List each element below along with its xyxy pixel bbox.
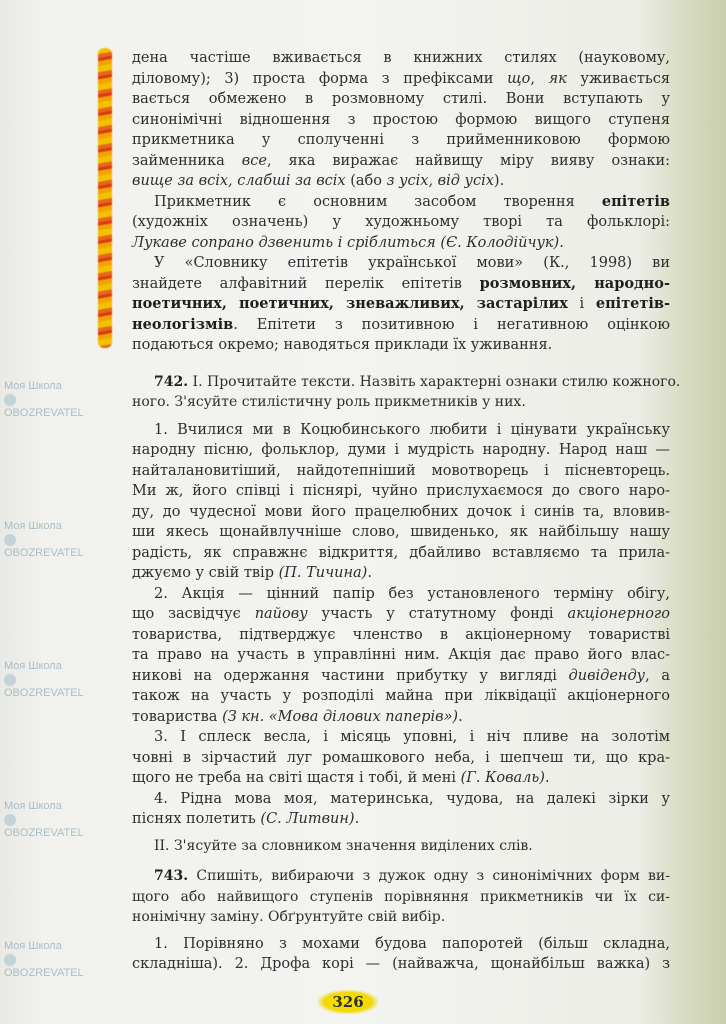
text-segment: нонімічну заміну. Обґрунтуйте свій вибір.: [132, 909, 446, 925]
watermark-brand-text: OBOZREVATEL: [4, 827, 84, 839]
bold-text: неологізмів: [132, 315, 234, 333]
exercise-742-task: [132, 372, 681, 413]
text-line: [132, 789, 670, 810]
text-line: [132, 748, 670, 769]
text-segment: складніша). 2. Дрофа корі — (найважча, щонайбільш важка) з: [132, 956, 670, 972]
text-line: [132, 69, 670, 90]
text-line: [132, 130, 670, 151]
text-segment: Прикметник є основним засобом творення: [154, 193, 602, 210]
text-segment: щого не треба на світі щастя і тобі, й мені: [132, 770, 461, 786]
text-segment: радість, як справжнє відкриття, дбайливо вставляємо та прила-: [132, 544, 670, 561]
text-segment: У «Словнику епітетів української мови» (К., 1998) ви: [154, 255, 670, 271]
text-segment: вається обмежено в розмовному стилі. Вони вступають у: [132, 91, 670, 107]
text-line: [132, 89, 670, 110]
italic-text: вище за всіх, слабші за всіх: [132, 173, 346, 189]
text-line: [132, 171, 670, 192]
italic-text: пайову: [254, 606, 308, 622]
italic-text: (С. Литвин): [260, 811, 355, 827]
text-segment: .: [367, 565, 372, 581]
text-segment: також на участь у розподілі майна при ліквідації акціонерного: [132, 688, 670, 704]
text-segment: щого або найвищого ступенів порівняння прикметників чи їх си-: [132, 888, 670, 905]
exercise-742-task-2: [132, 836, 670, 857]
text-line: [132, 151, 670, 172]
text-line: [132, 866, 670, 887]
watermark-brand-text: OBOZREVATEL: [4, 547, 84, 559]
watermark: [4, 380, 88, 420]
text-line: [132, 666, 670, 687]
text-segment: 2. Акція — цінний папір без установленого терміну обігу,: [154, 585, 670, 602]
bold-text: епітетів-: [595, 295, 670, 312]
text-segment: Спишіть, вибираючи з дужок одну з синонімічних форм ви-: [188, 868, 670, 884]
text-line: [132, 809, 670, 830]
text-line: [132, 934, 670, 955]
text-segment: займенника: [132, 152, 242, 169]
text-segment: уживається: [566, 70, 671, 87]
italic-text: (Є. Колодійчук): [435, 234, 560, 251]
text-segment: товариства, підтверджує членство в акціонерному товаристві: [132, 626, 670, 643]
text-segment: що засвідчує: [132, 606, 255, 622]
text-segment: ного. З'ясуйте стилістичну роль прикметників у них.: [132, 394, 526, 410]
watermark-brand-text: OBOZREVATEL: [4, 407, 84, 419]
text-line: [132, 625, 670, 646]
text-line: [132, 110, 670, 131]
watermark-logo-icon: [4, 534, 16, 546]
text-segment: ,: [530, 70, 549, 87]
text-segment: II. З'ясуйте за словником значення виділених слів.: [154, 837, 533, 854]
exercise-743-task: [132, 866, 670, 928]
watermark: [4, 520, 88, 560]
text-segment: ши якесь щонайвлучніше слово, швиденько, як найбільшу нашу: [132, 524, 670, 540]
italic-text: все: [241, 152, 267, 169]
page-body: [132, 48, 681, 975]
italic-text: дивіденду: [568, 667, 646, 684]
italic-text: як: [548, 70, 567, 87]
text-segment: . Епітети з позитивною і негативною оцінкою: [233, 316, 670, 333]
text-line: [132, 954, 670, 975]
text-line: [132, 48, 670, 69]
text-line: [132, 907, 670, 928]
watermark-school-text: Моя Школа: [4, 800, 62, 812]
text-line: [132, 212, 670, 233]
text-segment: 4. Рідна мова моя, материнська, чудова, на далекі зірки у: [154, 790, 670, 807]
text-segment: і: [567, 296, 596, 312]
text-line: [132, 253, 670, 274]
text-segment: І. Прочитайте тексти. Назвіть характерні ознаки стилю кожного.: [188, 373, 681, 390]
watermark-school-text: Моя Школа: [4, 520, 62, 532]
italic-text: що: [507, 70, 531, 87]
text-segment: 1. Порівняно з мохами будова папоротей (більш складна,: [154, 935, 670, 952]
text-segment: ).: [493, 173, 505, 189]
watermark-school-text: Моя Школа: [4, 940, 62, 952]
bold-text: розмовних, народно-: [479, 274, 670, 292]
bold-text: 743.: [154, 868, 189, 884]
text-line: [132, 727, 670, 748]
text-line: [132, 392, 670, 413]
text-segment: та право на участь в управлінні ним. Акція дає право його влас-: [132, 647, 670, 663]
watermark: [4, 940, 88, 980]
text-line: [132, 372, 681, 393]
text-line: [132, 440, 670, 461]
text-line: [132, 686, 670, 707]
text-segment: , а: [645, 667, 670, 684]
text-segment: синонімічні відношення з простою формою вищого ступеня: [132, 111, 670, 128]
text-segment: найталановитіший, найдотепніший мовотворець і пісневторець.: [132, 462, 670, 479]
text-segment: діловому); 3) проста форма з префіксами: [132, 70, 508, 87]
text-segment: , яка виражає найвищу міру вияву ознаки:: [266, 152, 671, 169]
bold-text: 742.: [154, 373, 189, 390]
text-segment: .: [559, 234, 564, 251]
text-segment: народну пісню, фольклор, думи і мудрість народну. Народ наш —: [132, 442, 670, 458]
text-segment: товариства: [132, 708, 223, 725]
text-segment: джуємо у свій твір: [132, 565, 279, 581]
text-segment: прикметника у сполученні з прийменниковою формою: [132, 132, 670, 148]
exercise-743-sentences: [132, 934, 670, 975]
text-line: [132, 315, 670, 336]
text-line: [132, 420, 670, 441]
watermark: [4, 660, 88, 700]
text-line: [132, 192, 670, 213]
text-segment: Ми ж, його співці і піснярі, чуйно прислухаємося до свого наро-: [132, 483, 670, 499]
text-line: [132, 836, 670, 857]
text-line: [132, 233, 670, 254]
text-line: [132, 461, 670, 482]
text-line: [132, 707, 670, 728]
text-line: [132, 768, 670, 789]
text-segment: знайдете алфавітний перелік епітетів: [132, 275, 480, 292]
text-segment: ду, до чудесної мови його працелюбних дочок і синів та, вловив-: [132, 503, 670, 520]
watermark-logo-icon: [4, 674, 16, 686]
text-segment: (художніх означень) у художньому творі та фольклорі:: [132, 214, 670, 230]
page-number: 326: [318, 990, 378, 1014]
text-line: [132, 481, 670, 502]
text-line: [132, 294, 670, 315]
text-line: [132, 335, 670, 356]
text-segment: никові на одержання частини прибутку у вигляді: [132, 667, 569, 684]
italic-text: (Г. Коваль): [460, 770, 545, 786]
italic-text: Лукаве сопрано дзвенить і сріблиться: [132, 234, 436, 251]
text-segment: 3. І сплеск весла, і місяць уповні, і ніч пливе на золотім: [154, 729, 670, 745]
exercise-742-texts: [132, 420, 670, 830]
text-segment: (або: [345, 173, 387, 189]
italic-text: з усіх, від усіх: [386, 173, 494, 189]
text-segment: .: [458, 708, 463, 725]
watermark-logo-icon: [4, 394, 16, 406]
bold-text: поетичних, поетичних, зневажливих, застарілих: [132, 295, 568, 312]
text-line: [132, 584, 670, 605]
theory-paragraphs: [132, 48, 670, 356]
text-line: [132, 645, 670, 666]
text-segment: дена частіше вживається в книжних стилях (науковому,: [132, 50, 670, 66]
text-segment: піснях полетить: [132, 811, 261, 827]
watermark-brand-text: OBOZREVATEL: [4, 967, 84, 979]
text-line: [132, 522, 670, 543]
watermark-logo-icon: [4, 954, 16, 966]
italic-text: акціонерного: [567, 606, 670, 622]
text-segment: човні в зірчастий луг ромашкового неба, і шепчеш ти, що кра-: [132, 749, 670, 766]
text-segment: 1. Вчилися ми в Коцюбинського любити і цінувати українську: [154, 421, 670, 438]
text-line: [132, 502, 670, 523]
decorative-ornament-bar: [98, 48, 112, 348]
bold-text: епітетів: [601, 192, 670, 210]
text-line: [132, 887, 670, 908]
text-segment: участь у статутному фонді: [307, 606, 568, 622]
watermark-school-text: Моя Школа: [4, 380, 62, 392]
text-line: [132, 563, 670, 584]
watermark-brand-text: OBOZREVATEL: [4, 687, 84, 699]
text-line: [132, 604, 670, 625]
italic-text: (П. Тичина): [278, 565, 368, 581]
text-line: [132, 543, 670, 564]
text-segment: .: [354, 811, 360, 827]
text-line: [132, 274, 670, 295]
watermark-logo-icon: [4, 814, 16, 826]
watermark: [4, 800, 88, 840]
watermark-school-text: Моя Школа: [4, 660, 62, 672]
italic-text: (З кн. «Мова ділових паперів»): [222, 708, 459, 725]
text-segment: подаються окремо; наводяться приклади їх уживання.: [132, 337, 553, 353]
text-segment: .: [544, 770, 550, 786]
